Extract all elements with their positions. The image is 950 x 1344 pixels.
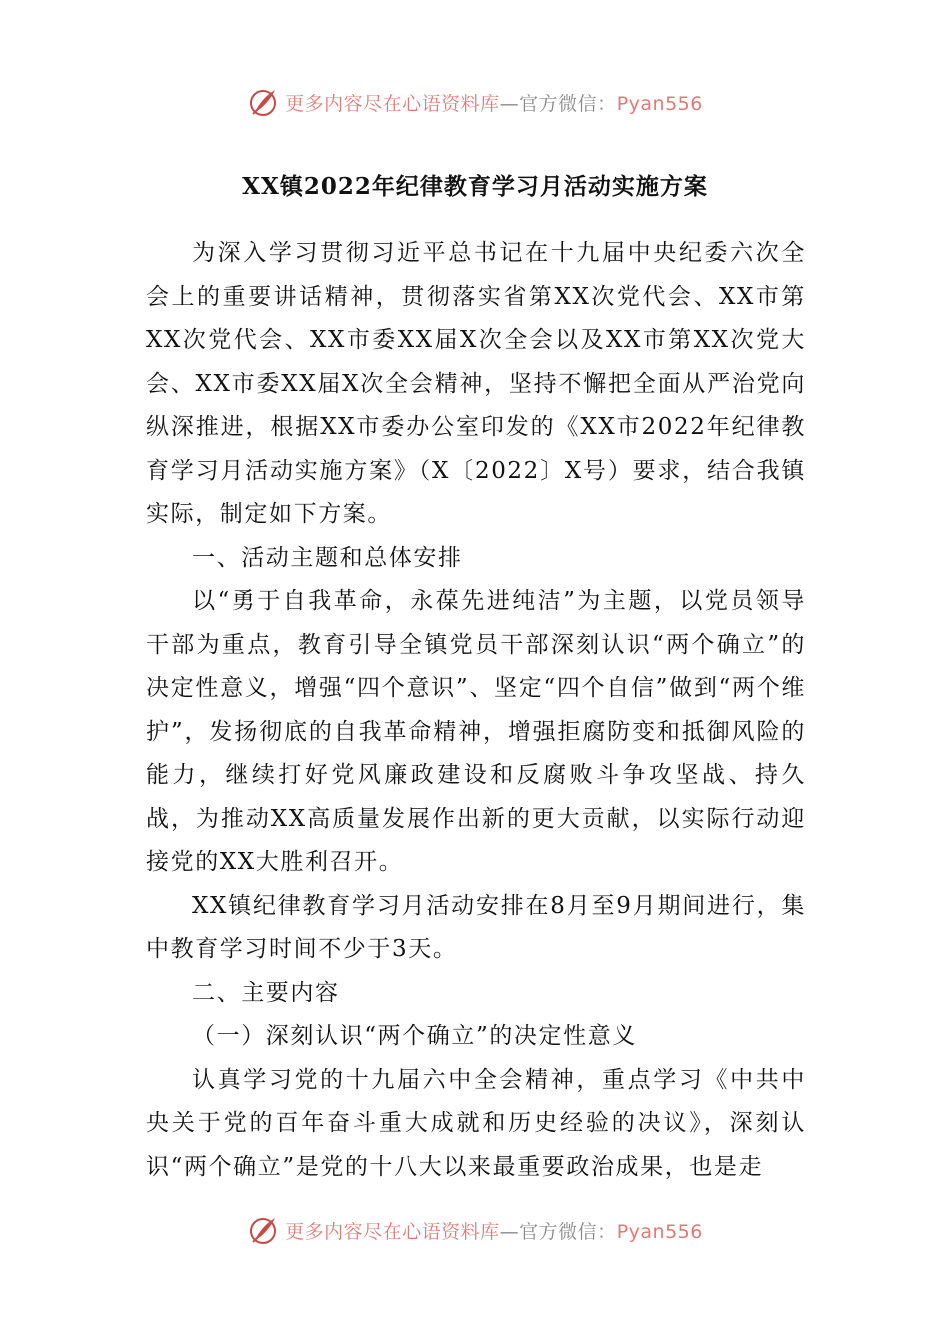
body-paragraph: 为深入学习贯彻习近平总书记在十九届中央纪委六次全会上的重要讲话精神，贯彻落实省第XX次党代会、XX市第XX次党代会、XX市委XX届X次全会以及XX市第XX次党大会、XX市委XX届X次全会精神，坚持不懈把全面从严治党向纵深推进，根据XX市委办公室印发的《XX市2022年纪律教育学习月活动实施方案》（X〔2022〕X号）要求，结合我镇实际，制定如下方案。 bbox=[146, 240, 806, 527]
document-title: XX镇2022年纪律教育学习月活动实施方案 bbox=[242, 173, 708, 200]
document-body bbox=[146, 232, 806, 1189]
watermark-text: 更多内容尽在心语资料库—官方微信：Pyan556 bbox=[285, 92, 703, 115]
header-watermark-banner bbox=[0, 80, 950, 124]
section-heading: 二、主要内容 bbox=[192, 979, 340, 1006]
body-paragraph: XX镇纪律教育学习月活动安排在8月至9月期间进行，集中教育学习时间不少于3天。 bbox=[146, 892, 806, 962]
body-paragraph: 认真学习党的十九届六中全会精神，重点学习《中共中央关于党的百年奋斗重大成就和历史经验的决议》，深刻认识“两个确立”是党的十八大以来最重要政治成果，也是走 bbox=[146, 1066, 806, 1180]
footer-watermark-banner bbox=[0, 1208, 950, 1252]
watermark-text: 更多内容尽在心语资料库—官方微信：Pyan556 bbox=[285, 1220, 703, 1243]
quill-pen-icon bbox=[247, 86, 279, 118]
section-heading: 一、活动主题和总体安排 bbox=[192, 544, 463, 571]
quill-pen-icon bbox=[247, 1214, 279, 1246]
subsection-heading: （一）深刻认识“两个确立”的决定性意义 bbox=[192, 1023, 637, 1049]
body-paragraph: 以“勇于自我革命，永葆先进纯洁”为主题，以党员领导干部为重点，教育引导全镇党员干部深刻认识“两个确立”的决定性意义，增强“四个意识”、坚定“四个自信”做到“两个维护”，发扬彻底的自我革命精神，增强拒腐防变和抵御风险的能力，继续打好党风廉政建设和反腐败斗争攻坚战、持久战，为推动XX高质量发展作出新的更大贡献，以实际行动迎接党的XX大胜利召开。 bbox=[146, 588, 806, 875]
